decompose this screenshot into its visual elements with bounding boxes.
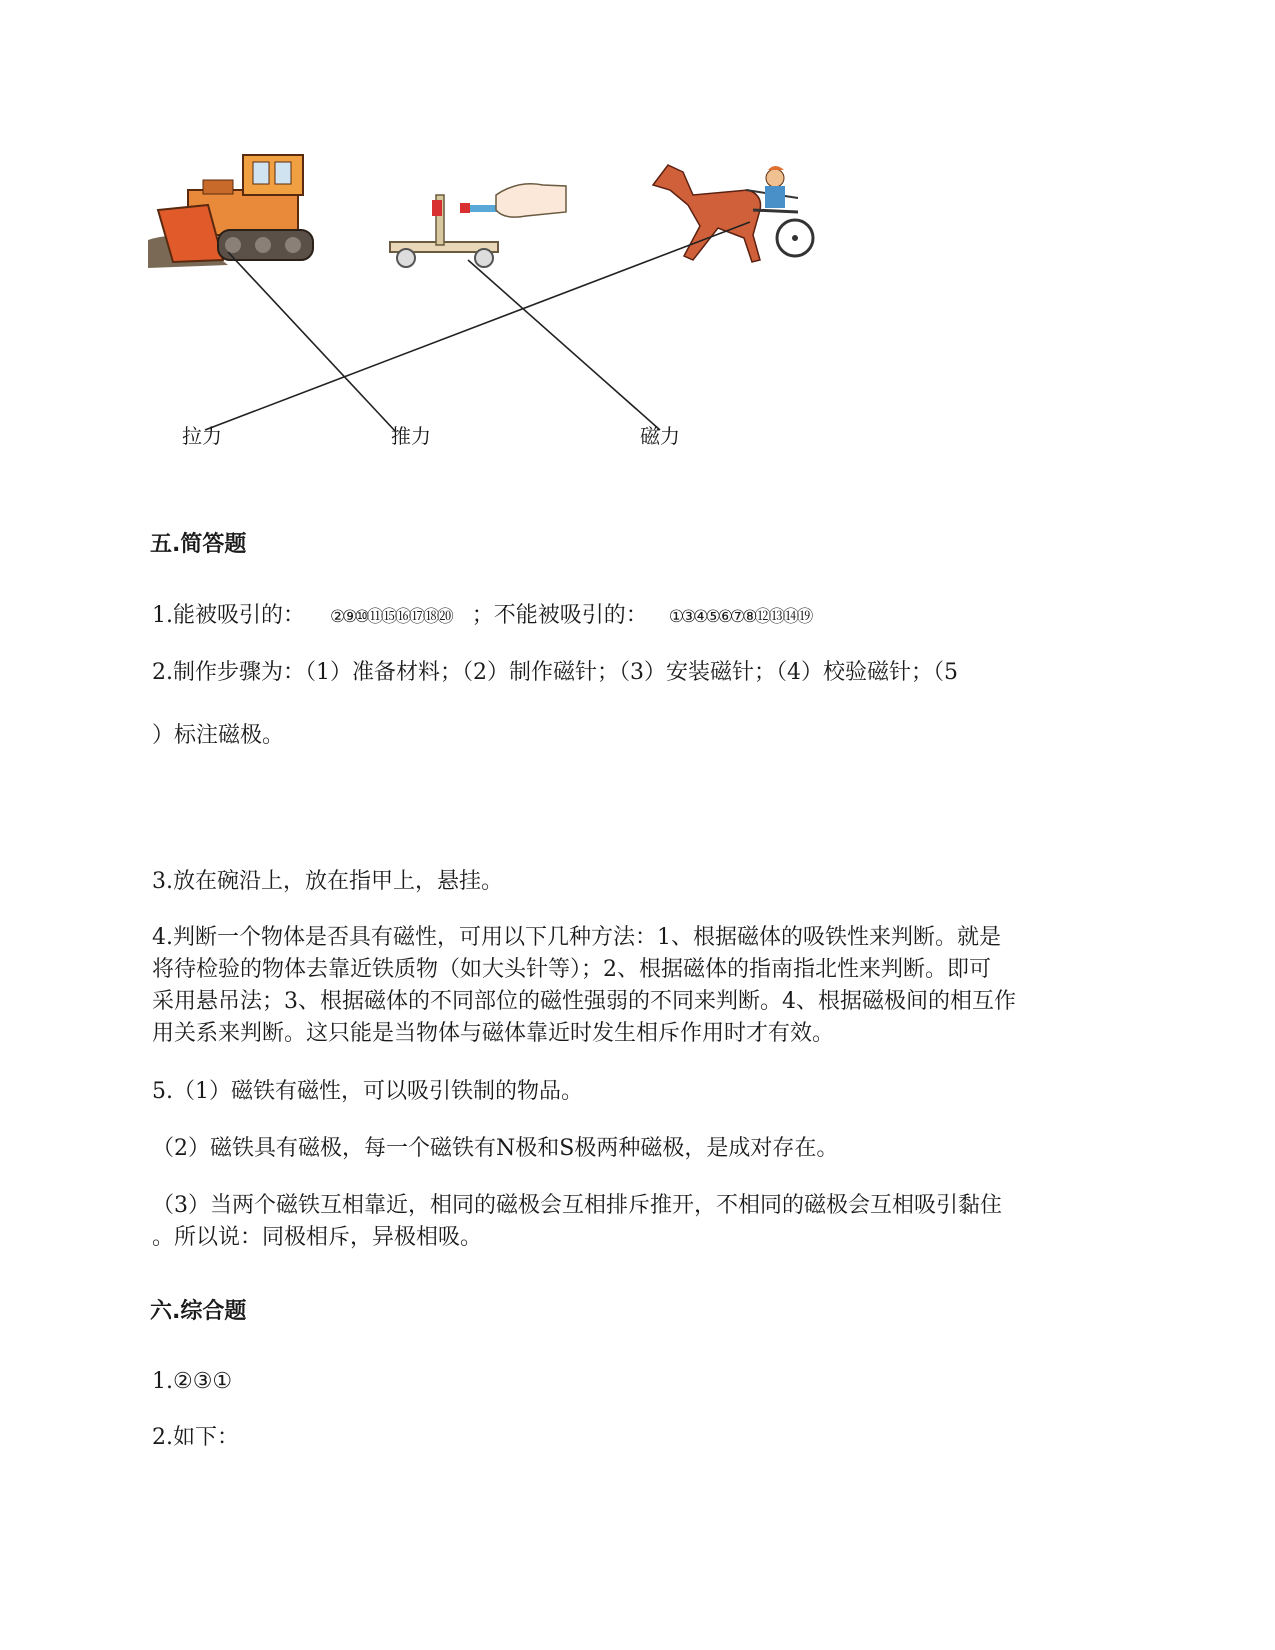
answer-5-1: [152, 600, 1122, 633]
answer-5-2-line-2: ）标注磁极。: [152, 723, 285, 748]
not-attracted-list: ①③④⑤⑥⑦⑧⑫⑬⑭⑲: [668, 607, 811, 627]
answer-6-1: 1.②③①: [152, 1369, 233, 1394]
label-magnetic: 磁力: [640, 424, 680, 448]
attracted-list: ②⑨⑩⑪⑮⑯⑰⑱⑳: [330, 607, 451, 627]
answer-5-4-line: 将待检验的物体去靠近铁质物（如大头针等）；2、根据磁体的指南指北性来判断。即可: [152, 957, 991, 982]
answer-5-5-3: [152, 1190, 1122, 1254]
section-6-heading: 六.综合题: [150, 1299, 247, 1324]
answer-5-4-line: 采用悬吊法；3、根据磁体的不同部位的磁性强弱的不同来判断。4、根据磁极间的相互作: [152, 989, 1016, 1014]
answer-5-5-2: （2）磁铁具有磁极，每一个磁铁有N极和S极两种磁极，是成对存在。: [152, 1136, 839, 1161]
horse-cart-image: [653, 165, 813, 262]
line-bulldozer-to-push: [228, 252, 396, 432]
answer-5-5-1: 5.（1）磁铁有磁性，可以吸引铁制的物品。: [152, 1079, 583, 1104]
answer-5-5-3-line: 。所以说：同极相斥，异极相吸。: [152, 1225, 483, 1250]
answer-5-5-3-line: （3）当两个磁铁互相靠近，相同的磁极会互相排斥推开，不相同的磁极会互相吸引黏住: [152, 1193, 1002, 1218]
answer-5-3: 3.放在碗沿上，放在指甲上，悬挂。: [152, 869, 503, 894]
section-5-heading: 五.简答题: [150, 532, 247, 557]
line-cart-to-magnetic: [468, 260, 660, 430]
bulldozer-image: [148, 155, 313, 268]
answer-5-1-sep: ；不能被吸引的：: [471, 603, 648, 628]
answer-5-4-line: 4.判断一个物体是否具有磁性，可用以下几种方法：1、根据磁体的吸铁性来判断。就是: [152, 925, 1001, 950]
answer-5-2-line-1: 2.制作步骤为：（1）准备材料；（2）制作磁针；（3）安装磁针；（4）校验磁针；（5: [152, 660, 958, 685]
answer-5-1-prefix: 1.能被吸引的：: [152, 603, 305, 628]
answer-6-2: 2.如下：: [152, 1425, 239, 1450]
matching-figure: [148, 150, 868, 480]
matching-figure-svg: [148, 150, 868, 480]
label-pull: 拉力: [182, 424, 222, 448]
label-push: 推力: [391, 424, 431, 448]
magnet-cart-image: [390, 184, 566, 267]
answer-5-4: [152, 922, 1122, 1050]
answer-5-4-line: 用关系来判断。这只能是当物体与磁体靠近时发生相斥作用时才有效。: [152, 1021, 835, 1046]
